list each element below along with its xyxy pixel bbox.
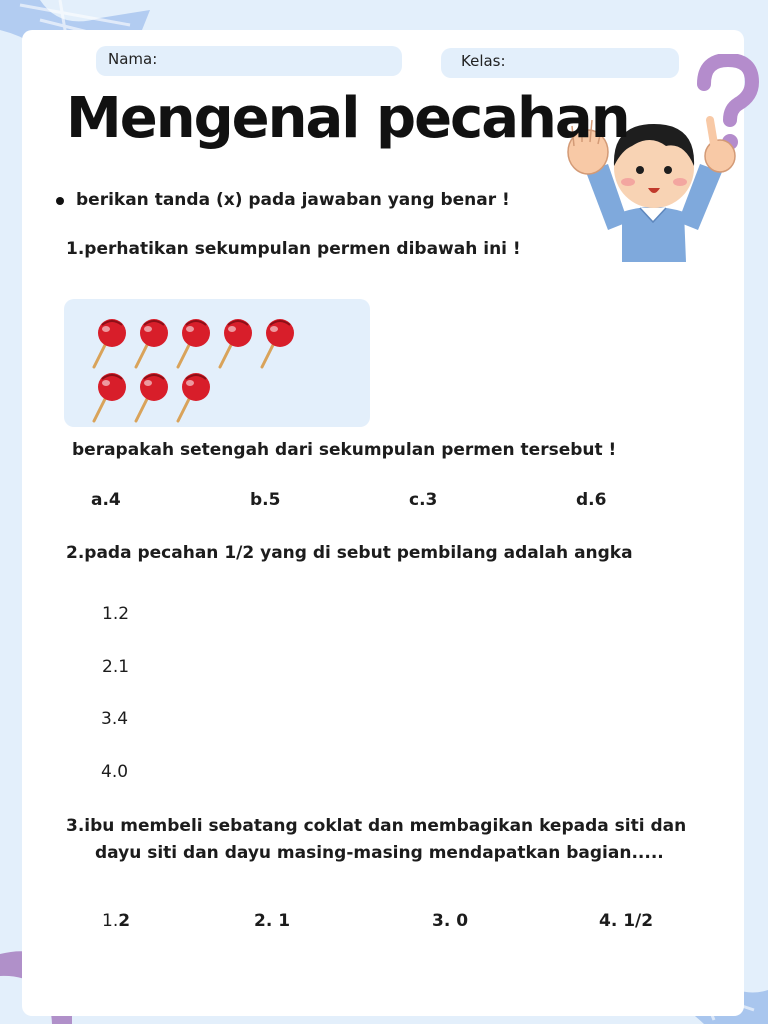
candy-apple-icon (174, 315, 214, 369)
option-number: 1. (102, 911, 119, 931)
candy-group-box (64, 299, 370, 427)
question-1-prompt: 1.perhatikan sekumpulan permen dibawah ini ! (66, 239, 521, 259)
question-3-prompt-line-1: 3.ibu membeli sebatang coklat dan membagikan kepada siti dan (66, 816, 687, 836)
question-1-option-b[interactable]: b.5 (250, 490, 281, 510)
candy-apple-icon (216, 315, 256, 369)
question-3-option-3[interactable]: 3. 0 (432, 911, 469, 931)
question-1-option-c[interactable]: c.3 (409, 490, 438, 510)
question-3-prompt-line-2: dayu siti dan dayu masing-masing mendapatkan bagian..... (95, 843, 664, 863)
question-2-option-3[interactable]: 3.4 (101, 709, 129, 729)
candy-apple-icon (90, 369, 130, 423)
instruction-text: berikan tanda (x) pada jawaban yang benar ! (76, 190, 510, 210)
question-1-text: berapakah setengah dari sekumpulan permen tersebut ! (72, 440, 617, 460)
candy-apple-icon (90, 315, 130, 369)
bullet-point (56, 197, 64, 205)
candy-apple-icon (132, 315, 172, 369)
question-2-option-2[interactable]: 2.1 (102, 657, 130, 677)
candy-apple-icon (132, 369, 172, 423)
question-3-option-2[interactable]: 2. 1 (254, 911, 291, 931)
option-value: 2 (118, 911, 131, 931)
question-2-option-4[interactable]: 4.0 (101, 762, 129, 782)
question-1-option-d[interactable]: d.6 (576, 490, 607, 510)
question-3-option-1[interactable] (102, 911, 130, 931)
class-label: Kelas: (461, 52, 506, 70)
name-label: Nama: (108, 50, 158, 68)
candy-apple-icon (258, 315, 298, 369)
question-2-option-1[interactable]: 1.2 (102, 604, 130, 624)
question-2-prompt: 2.pada pecahan 1/2 yang di sebut pembilang adalah angka (66, 543, 633, 563)
class-field[interactable] (441, 48, 679, 78)
page-title: Mengenal pecahan (66, 86, 629, 151)
question-1-option-a[interactable]: a.4 (91, 490, 121, 510)
name-field[interactable] (96, 46, 402, 76)
candy-apple-icon (174, 369, 214, 423)
question-3-option-4[interactable]: 4. 1/2 (599, 911, 654, 931)
